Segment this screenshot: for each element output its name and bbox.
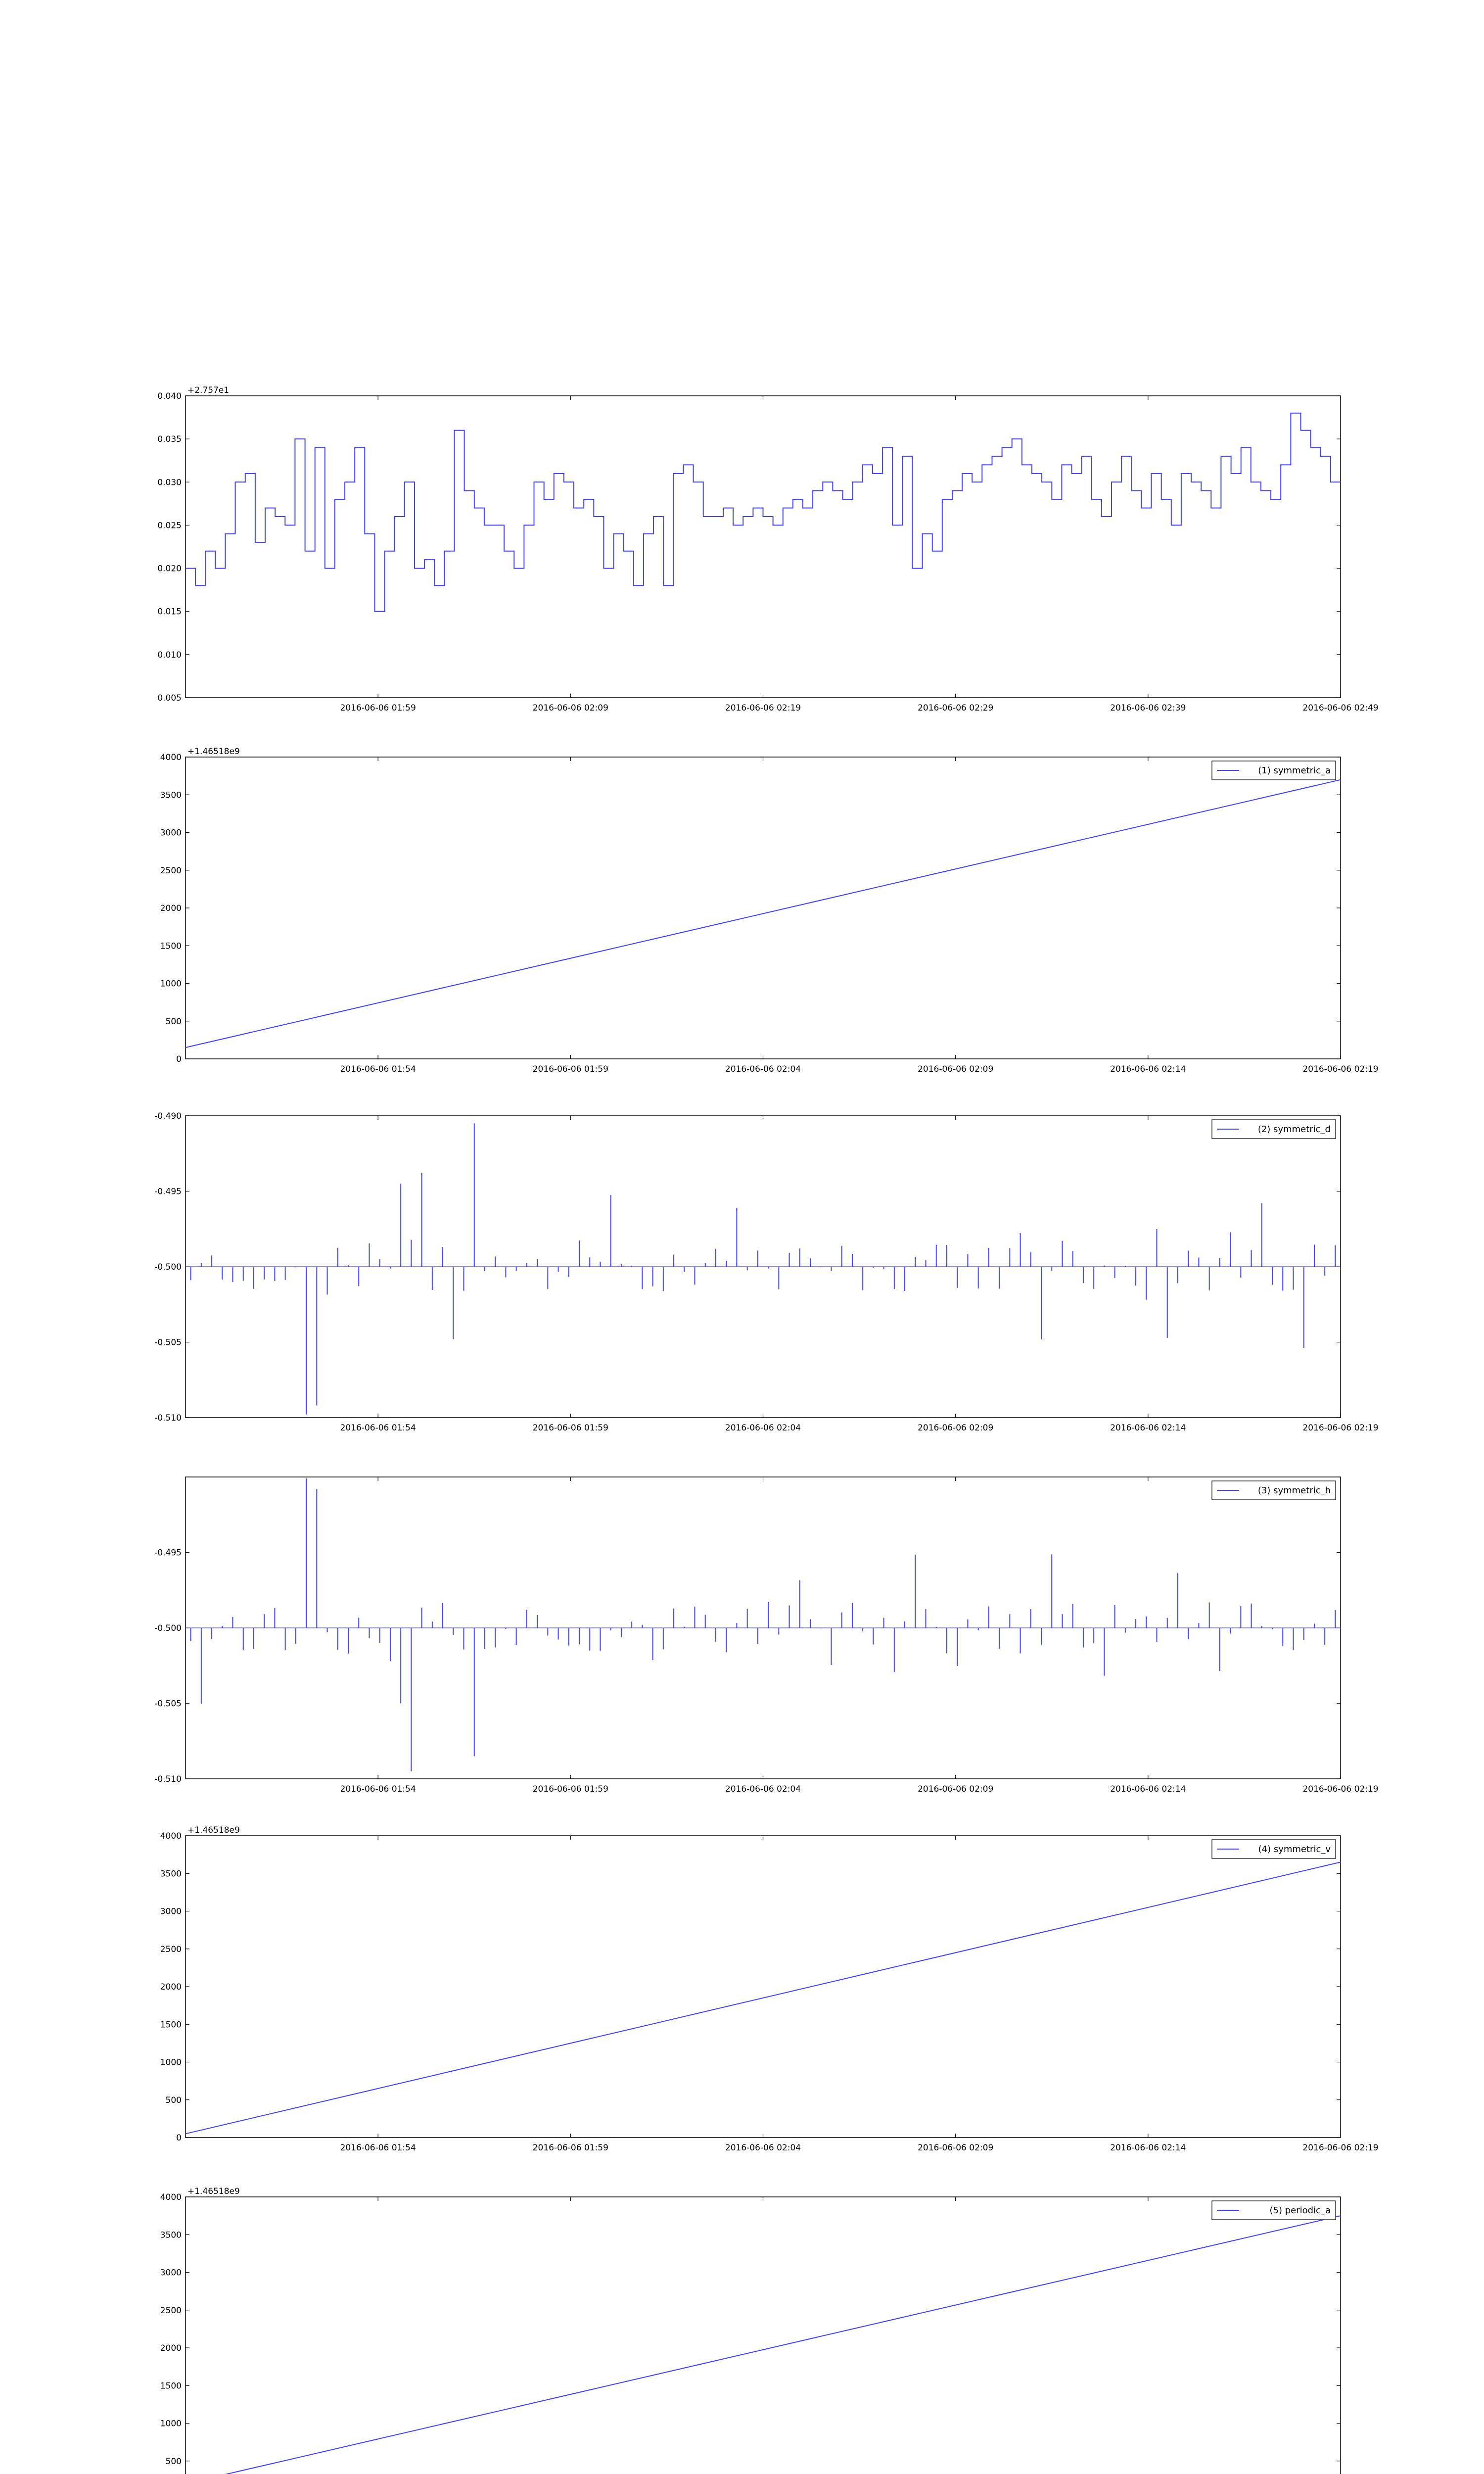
y-tick-label: 0.010	[157, 650, 182, 660]
series-spikes	[186, 1123, 1341, 1415]
x-tick-label: 2016-06-06 01:54	[340, 2143, 416, 2153]
legend-label: (3) symmetric_h	[1257, 1485, 1331, 1496]
axis-offset-label: +1.46518e9	[187, 2187, 240, 2196]
y-tick-label: 2000	[160, 904, 182, 913]
legend-label: (1) symmetric_a	[1258, 765, 1331, 776]
series-line	[186, 413, 1341, 612]
axes-frame	[186, 2197, 1341, 2474]
x-tick-label: 2016-06-06 02:14	[1110, 1423, 1186, 1433]
x-tick-label: 2016-06-06 02:04	[725, 2143, 801, 2153]
y-tick-label: 0	[176, 2133, 182, 2143]
chart-panel-1	[157, 385, 1378, 713]
y-tick-label: 3500	[160, 790, 182, 801]
x-tick-label: 2016-06-06 01:59	[532, 2143, 608, 2153]
y-tick-label: 0	[176, 1054, 182, 1064]
x-tick-label: 2016-06-06 01:59	[532, 1423, 608, 1433]
y-tick-label: 500	[165, 2456, 182, 2467]
x-tick-label: 2016-06-06 02:04	[725, 1064, 801, 1074]
x-tick-label: 2016-06-06 02:14	[1110, 2143, 1186, 2153]
chart-panel-2	[160, 747, 1379, 1074]
y-tick-label: 1500	[160, 941, 182, 952]
x-tick-label: 2016-06-06 02:19	[1302, 1784, 1379, 1794]
axis-offset-label: +1.46518e9	[187, 747, 240, 757]
axes-frame	[186, 757, 1341, 1059]
y-tick-label: -0.490	[154, 1111, 182, 1121]
y-tick-label: 3000	[160, 2268, 182, 2278]
series-spikes	[186, 1478, 1341, 1771]
y-tick-label: 0.005	[157, 693, 182, 703]
y-tick-label: 3000	[160, 828, 182, 838]
series-line	[186, 780, 1341, 1047]
axes-frame	[186, 396, 1341, 698]
series-line	[186, 2216, 1341, 2474]
y-tick-label: 1500	[160, 2020, 182, 2030]
y-tick-label: -0.510	[154, 1774, 182, 1784]
x-tick-label: 2016-06-06 02:14	[1110, 1784, 1186, 1794]
series-line	[186, 1862, 1341, 2134]
y-tick-label: 3000	[160, 1906, 182, 1917]
legend	[1212, 1120, 1336, 1139]
axes-frame	[186, 1836, 1341, 2138]
x-tick-label: 2016-06-06 02:49	[1302, 703, 1379, 713]
y-tick-label: -0.495	[154, 1548, 182, 1558]
y-tick-label: 1000	[160, 2057, 182, 2068]
x-tick-label: 2016-06-06 01:59	[340, 703, 416, 713]
x-tick-label: 2016-06-06 02:19	[1302, 1423, 1379, 1433]
x-tick-label: 2016-06-06 02:09	[918, 1423, 994, 1433]
y-tick-label: -0.505	[154, 1699, 182, 1709]
y-tick-label: 500	[165, 2095, 182, 2105]
y-tick-label: -0.495	[154, 1187, 182, 1197]
y-tick-label: 2500	[160, 2305, 182, 2316]
legend-label: (2) symmetric_d	[1257, 1124, 1331, 1135]
y-tick-label: 3500	[160, 1869, 182, 1879]
axis-offset-label: +1.46518e9	[187, 1825, 240, 1835]
y-tick-label: 0.030	[157, 477, 182, 488]
y-tick-label: -0.500	[154, 1623, 182, 1633]
x-tick-label: 2016-06-06 02:09	[918, 1064, 994, 1074]
y-tick-label: 2000	[160, 2343, 182, 2353]
y-tick-label: 0.020	[157, 564, 182, 574]
x-tick-label: 2016-06-06 02:09	[918, 2143, 994, 2153]
legend	[1212, 761, 1336, 780]
legend	[1212, 1840, 1336, 1858]
x-tick-label: 2016-06-06 02:09	[918, 1784, 994, 1794]
y-tick-label: -0.510	[154, 1413, 182, 1423]
chart-panel-6	[160, 2187, 1379, 2474]
chart-panel-3	[154, 1111, 1378, 1433]
x-tick-label: 2016-06-06 01:59	[532, 1064, 608, 1074]
y-tick-label: 3500	[160, 2230, 182, 2240]
x-tick-label: 2016-06-06 02:09	[532, 703, 608, 713]
y-tick-label: -0.505	[154, 1337, 182, 1348]
y-tick-label: 1000	[160, 979, 182, 989]
y-tick-label: -0.500	[154, 1262, 182, 1272]
y-tick-label: 2500	[160, 865, 182, 876]
y-tick-label: 1000	[160, 2419, 182, 2429]
legend-label: (4) symmetric_v	[1258, 1844, 1331, 1855]
chart-panel-5	[160, 1825, 1379, 2153]
x-tick-label: 2016-06-06 01:54	[340, 1784, 416, 1794]
x-tick-label: 2016-06-06 02:39	[1110, 703, 1186, 713]
y-tick-label: 2000	[160, 1982, 182, 1992]
x-tick-label: 2016-06-06 01:59	[532, 1784, 608, 1794]
x-tick-label: 2016-06-06 02:04	[725, 1423, 801, 1433]
y-tick-label: 2500	[160, 1944, 182, 1954]
x-tick-label: 2016-06-06 01:54	[340, 1423, 416, 1433]
legend-label: (5) periodic_a	[1269, 2205, 1331, 2216]
legend	[1212, 2201, 1336, 2220]
y-tick-label: 0.025	[157, 521, 182, 531]
y-tick-label: 0.040	[157, 391, 182, 401]
y-tick-label: 500	[165, 1016, 182, 1027]
x-tick-label: 2016-06-06 02:19	[725, 703, 801, 713]
y-tick-label: 4000	[160, 2192, 182, 2202]
x-tick-label: 2016-06-06 02:19	[1302, 1064, 1379, 1074]
chart-panel-4	[154, 1477, 1378, 1794]
y-tick-label: 0.015	[157, 607, 182, 617]
x-tick-label: 2016-06-06 02:14	[1110, 1064, 1186, 1074]
y-tick-label: 0.035	[157, 434, 182, 445]
x-tick-label: 2016-06-06 02:04	[725, 1784, 801, 1794]
legend	[1212, 1481, 1336, 1500]
x-tick-label: 2016-06-06 01:54	[340, 1064, 416, 1074]
y-tick-label: 1500	[160, 2381, 182, 2391]
y-tick-label: 4000	[160, 753, 182, 762]
axis-offset-label: +2.757e1	[187, 385, 230, 395]
x-tick-label: 2016-06-06 02:29	[918, 703, 994, 713]
y-tick-label: 4000	[160, 1831, 182, 1841]
x-tick-label: 2016-06-06 02:19	[1302, 2143, 1379, 2153]
